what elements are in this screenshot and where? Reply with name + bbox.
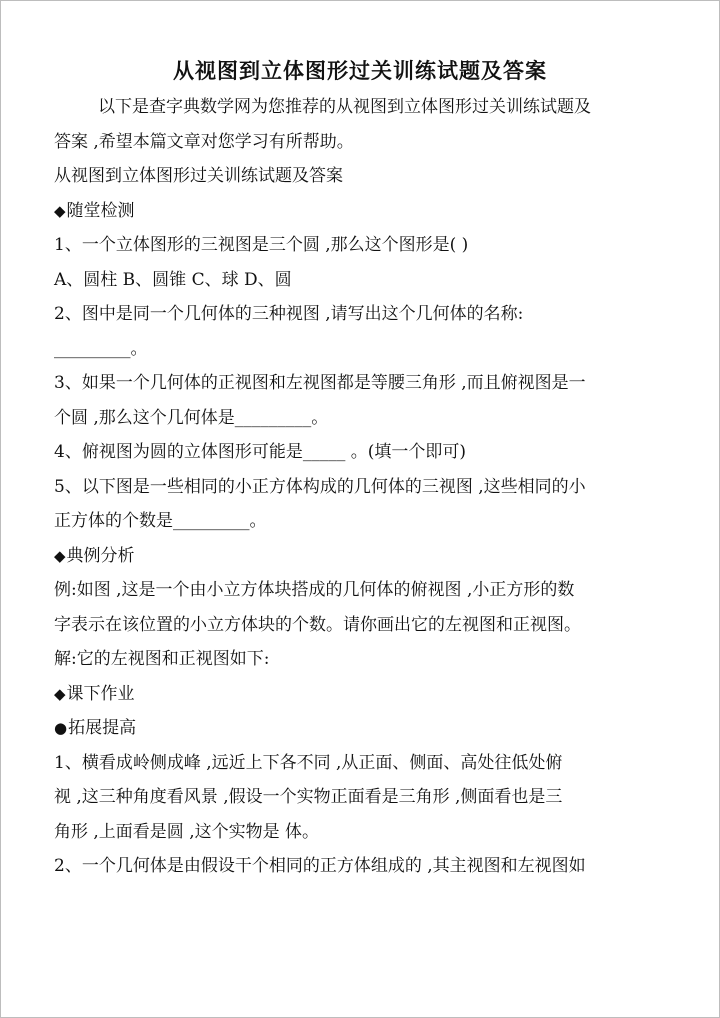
question-3-line-2: 个圆 ,那么这个几何体是_________。 bbox=[54, 407, 329, 428]
section-label: 随堂检测 bbox=[66, 200, 135, 221]
example-line-1: 例:如图 ,这是一个由小立方体块搭成的几何体的俯视图 ,小正方形的数 bbox=[54, 580, 575, 600]
diamond-bullet-icon: ◆ bbox=[54, 201, 66, 220]
question-2-answer-blank: _________。 bbox=[54, 338, 148, 359]
section-label: 典例分析 bbox=[66, 545, 135, 566]
circle-bullet-icon: ● bbox=[54, 719, 68, 737]
intro-paragraph-line-2: 答案 ,希望本篇文章对您学习有所帮助。 bbox=[54, 131, 354, 152]
diamond-bullet-icon: ◆ bbox=[54, 684, 66, 703]
question-3-line-1: 3、如果一个几何体的正视图和左视图都是等腰三角形 ,而且俯视图是一 bbox=[54, 373, 586, 393]
question-1-options: A、圆柱 B、圆锥 C、球 D、圆 bbox=[54, 269, 292, 290]
subtitle: 从视图到立体图形过关训练试题及答案 bbox=[54, 166, 343, 186]
extend-question-1-line-1: 1、横看成岭侧成峰 ,远近上下各不同 ,从正面、侧面、高处往低处俯 bbox=[54, 752, 563, 773]
solution-line: 解:它的左视图和正视图如下: bbox=[54, 649, 270, 669]
question-5-line-2: 正方体的个数是_________。 bbox=[54, 511, 267, 531]
example-line-2: 字表示在该位置的小立方体块的个数。请你画出它的左视图和正视图。 bbox=[54, 614, 581, 635]
extend-question-1-line-3: 角形 ,上面看是圆 ,这个实物是 体。 bbox=[54, 821, 320, 842]
extend-question-1-line-2: 视 ,这三种角度看风景 ,假设一个实物正面看是三角形 ,侧面看也是三 bbox=[54, 787, 563, 807]
section-heading-example bbox=[54, 539, 672, 574]
extend-question-2-line-1: 2、一个几何体是由假设干个相同的正方体组成的 ,其主视图和左视图如 bbox=[54, 856, 586, 876]
section-label: 课下作业 bbox=[66, 683, 135, 704]
section-heading-practice bbox=[54, 194, 672, 229]
question-1: 1、一个立体图形的三视图是三个圆 ,那么这个图形是( ) bbox=[54, 235, 469, 255]
document-body bbox=[54, 90, 672, 884]
section-heading-extend bbox=[54, 711, 672, 746]
question-5-line-1: 5、以下图是一些相同的小正方体构成的几何体的三视图 ,这些相同的小 bbox=[54, 476, 586, 497]
question-4: 4、俯视图为圆的立体图形可能是_____ 。(填一个即可) bbox=[54, 442, 466, 462]
document-title: 从视图到立体图形过关训练试题及答案 bbox=[173, 58, 547, 83]
intro-paragraph-line-1: 以下是查字典数学网为您推荐的从视图到立体图形过关训练试题及 bbox=[98, 97, 591, 117]
section-heading-homework bbox=[54, 677, 672, 712]
question-2: 2、图中是同一个几何体的三种视图 ,请写出这个几何体的名称: bbox=[54, 304, 524, 324]
diamond-bullet-icon: ◆ bbox=[54, 546, 66, 565]
section-label: 拓展提高 bbox=[68, 718, 137, 738]
